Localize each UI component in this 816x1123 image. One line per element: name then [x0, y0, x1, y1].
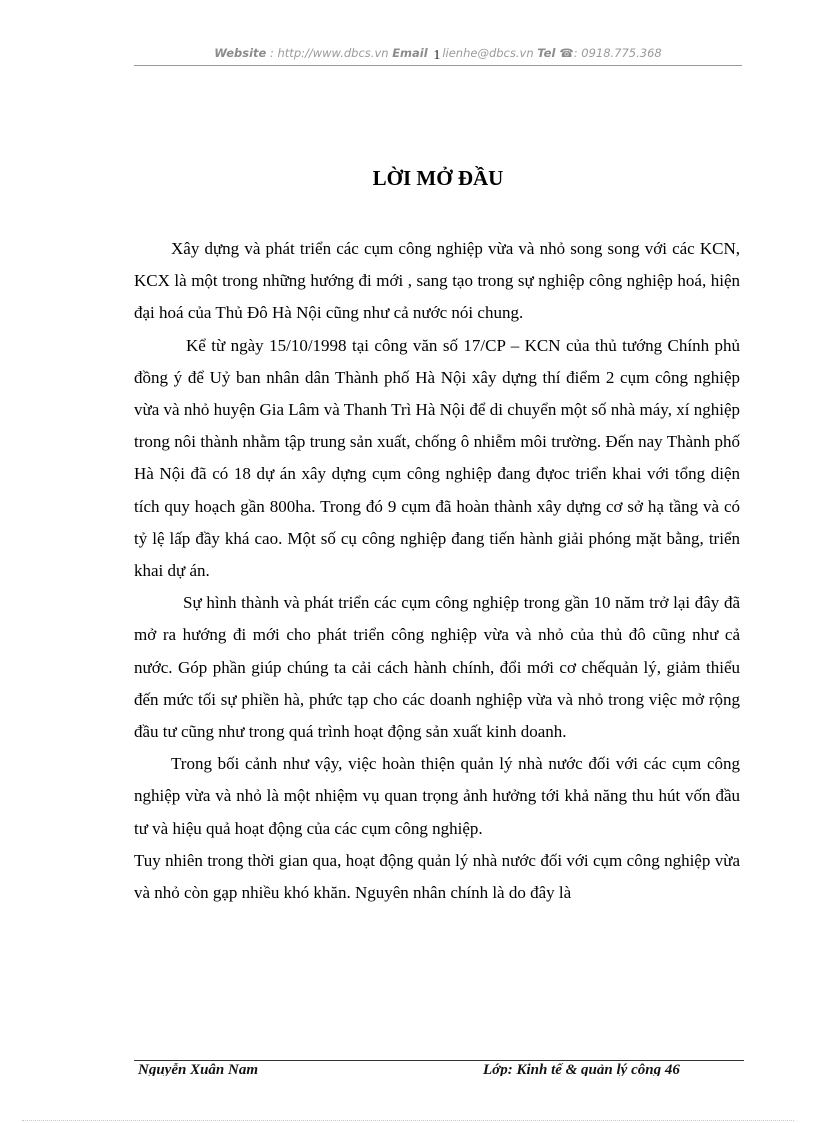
- footer-divider: [134, 1060, 744, 1061]
- header-divider: [134, 65, 742, 66]
- tel-label: Tel: [537, 46, 560, 60]
- paragraph: Tuy nhiên trong thời gian qua, hoạt động quản lý nhà nước đối với cụm công nghiệp vừa và nhỏ còn gạp nhiều khó khăn. Nguyên nhân chính là do đây là: [134, 850, 740, 903]
- website-url: : http://www.dbcs.vn: [266, 46, 393, 60]
- paragraph: Sự hình thành và phát triển các cụm công nghiệp trong gần 10 năm trở lại đây đã mở ra hướng đi mới cho phát triển công nghiệp vừa và nhỏ của thủ đô cũng như cả nước. Góp phần giúp chúng ta cải cách hành chính, đổi mới cơ chếquản lý, giảm thiểu đến mức tối sự phiền hà, phức tạp cho các doanh nghiệp vừa và nhỏ trong việc mở rộng đầu tư cũng như trong quá trình hoạt động sản xuất kinh doanh.: [134, 593, 740, 742]
- phone-icon: ☎: [559, 46, 574, 60]
- page-number: 1: [433, 48, 441, 63]
- email-address: lienhe@dbcs.vn: [442, 46, 538, 60]
- paragraph: Kể từ ngày 15/10/1998 tại công văn số 17/CP – KCN của thủ tướng Chính phủ đồng ý để Uỷ ban nhân dân Thành phố Hà Nội xây dựng thí điểm 2 cụm công nghiệp vừa và nhỏ huyện Gia Lâm và Thanh Trì Hà Nội để di chuyển một số nhà máy, xí nghiệp trong nôi thành nhằm tập trung sản xuất, chống ô nhiễm môi trường. Đến nay Thành phố Hà Nội đã có 18 dự án xây dựng cụm công nghiệp đang đựoc triển khai với tổng diện tích quy hoạch gần 800ha. Trong đó 9 cụm đã hoàn thành xây dựng cơ sở hạ tầng và có tỷ lệ lấp đầy khá cao. Một số cụ công nghiệp đang tiến hành giải phóng mặt bằng, triển khai dự án.: [134, 335, 740, 581]
- tel-number: : 0918.775.368: [573, 46, 662, 60]
- footer-class: Lớp: Kinh tế & quản lý công 46: [483, 1062, 680, 1076]
- document-body: [134, 233, 740, 909]
- page-title: LỜI MỞ ĐẦU: [372, 166, 504, 190]
- website-label: Website: [214, 46, 267, 60]
- paragraph: Xây dựng và phát triển các cụm công nghiệp vừa và nhỏ song song với các KCN, KCX là một trong những hướng đi mới , sang tạo trong sự nghiệp công nghiệp hoá, hiện đại hoá của Thủ Đô Hà Nội cũng như cả nước nói chung.: [134, 239, 740, 323]
- paragraph: Trong bối cảnh như vậy, việc hoàn thiện quản lý nhà nước đối với các cụm công nghiệp vừa và nhỏ là một nhiệm vụ quan trọng ảnh hưởng tới khả năng thu hút vốn đầu tư và hiệu quả hoạt động của các cụm công nghiệp.: [134, 754, 740, 838]
- footer-author: Nguyễn Xuân Nam: [138, 1062, 259, 1076]
- email-label: Email: [392, 46, 428, 60]
- page-footer: [138, 1062, 744, 1076]
- page-header: [134, 46, 742, 66]
- page-bottom-border: [22, 1120, 794, 1121]
